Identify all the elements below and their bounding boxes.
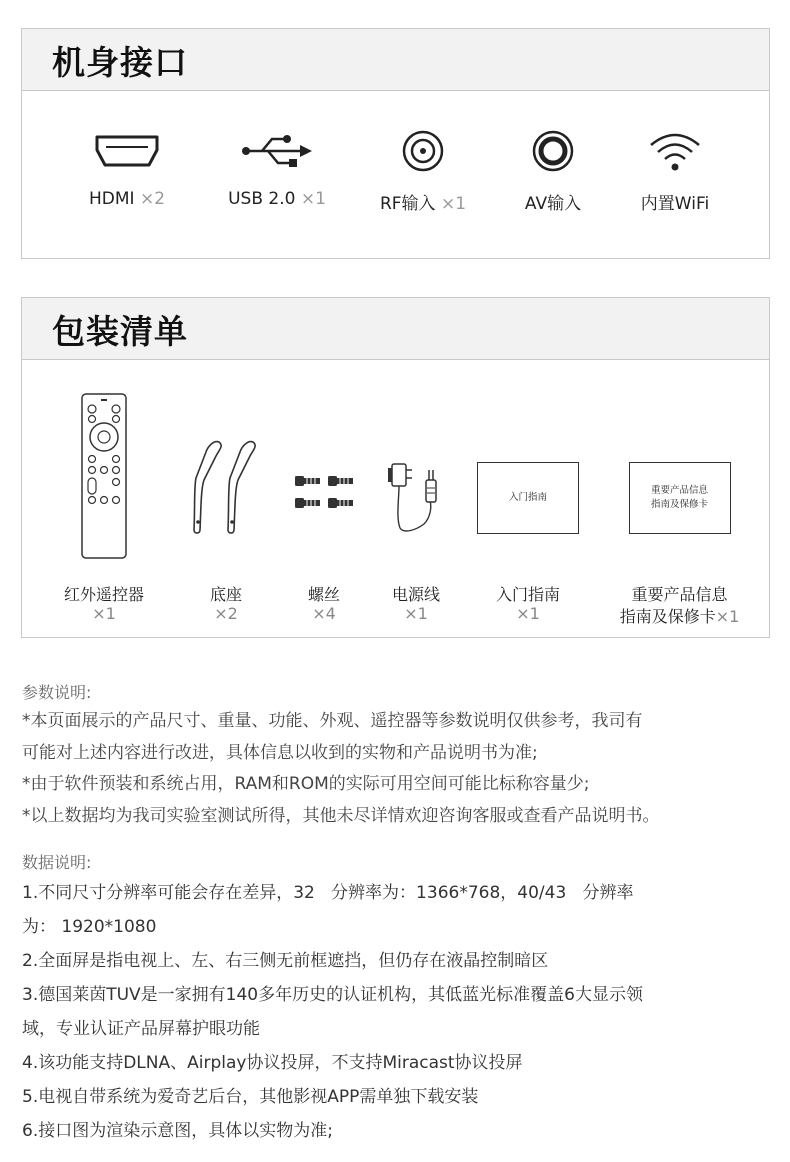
item-stand: [172, 360, 280, 638]
item-qty: ×4: [312, 604, 336, 623]
port-wifi: [600, 91, 750, 259]
ports-section: [21, 28, 770, 259]
stand-icon: [172, 438, 280, 538]
data-notes: [22, 850, 772, 1148]
item-qty: ×1: [92, 604, 116, 623]
data-note-line: 1.不同尺寸分辨率可能会存在差异，32 分辨率为：1366*768，40/43 分辨率: [22, 883, 634, 903]
hdmi-icon: [52, 131, 202, 171]
booklet-line-2: 指南及保修卡: [650, 499, 708, 510]
port-rf: [348, 91, 498, 259]
booklet-icon: [629, 462, 731, 534]
item-name: 电源线: [391, 585, 440, 604]
item-name-line-2: 指南及保修卡: [619, 607, 716, 626]
port-name: 内置WiFi: [640, 194, 710, 214]
data-note-line: 6.接口图为渲染示意图，具体以实物为准;: [22, 1121, 333, 1141]
data-note-line: 4.该功能支持DLNA、Airplay协议投屏，不支持Miracast协议投屏: [22, 1053, 523, 1073]
screw-icon: [280, 472, 368, 514]
data-note-line: 为： 1920*1080: [22, 917, 157, 937]
port-qty: ×2: [139, 189, 166, 209]
data-note-line: 域，专业认证产品屏幕护眼功能: [22, 1019, 260, 1039]
power-cable-icon: [368, 458, 464, 538]
item-screws: [280, 360, 368, 638]
item-name: 重要产品信息: [631, 585, 728, 604]
item-power-cable: [368, 360, 464, 638]
data-notes-heading: 数据说明:: [22, 853, 92, 872]
item-qty: ×1: [404, 604, 428, 623]
data-note-line: 5.电视自带系统为爱奇艺后台，其他影视APP需单独下载安装: [22, 1087, 479, 1107]
param-notes-heading: 参数说明:: [22, 683, 92, 702]
port-qty: ×1: [440, 194, 467, 214]
booklet-icon: [477, 462, 579, 534]
param-note-line: 可能对上述内容进行改进，具体信息以收到的实物和产品说明书为准;: [22, 742, 538, 763]
wifi-icon: [600, 131, 750, 171]
item-qty: ×1: [516, 604, 540, 623]
data-note-line: 3.德国莱茵TUV是一家拥有140多年历史的认证机构，其低蓝光标准覆盖6大显示领: [22, 985, 643, 1005]
package-section: [21, 297, 770, 638]
param-note-line: *本页面展示的产品尺寸、重量、功能、外观、遥控器等参数说明仅供参考，我司有: [22, 711, 643, 731]
param-note-line: *由于软件预装和系统占用，RAM和ROM的实际可用空间可能比标称容量少;: [22, 774, 590, 794]
param-note-line: *以上数据均为我司实验室测试所得，其他未尽详情欢迎咨询客服或查看产品说明书。: [22, 805, 660, 826]
item-intro-guide: [474, 360, 582, 638]
item-name: 底座: [209, 585, 242, 604]
port-name: HDMI: [88, 189, 135, 209]
item-remote: [42, 360, 166, 638]
item-qty: ×1: [715, 607, 740, 626]
param-notes: [22, 680, 772, 832]
item-qty: ×2: [214, 604, 238, 623]
ports-header: [22, 29, 769, 91]
item-name: 入门指南: [495, 585, 560, 604]
port-qty: ×1: [300, 189, 326, 209]
item-name: 红外遥控器: [63, 585, 144, 604]
port-name: AV输入: [524, 194, 582, 214]
port-name: RF输入: [379, 194, 436, 214]
item-name: 螺丝: [307, 585, 340, 604]
ports-title: 机身接口: [52, 43, 188, 82]
port-hdmi: [52, 91, 202, 259]
data-note-line: 2.全面屏是指电视上、左、右三侧无前框遮挡，但仍存在液晶控制暗区: [22, 951, 549, 971]
booklet-line-1: 重要产品信息: [650, 485, 708, 496]
package-title: 包装清单: [52, 312, 188, 351]
booklet-text: 入门指南: [508, 492, 547, 503]
port-usb: [202, 91, 352, 259]
package-header: [22, 298, 769, 360]
usb-icon: [202, 131, 352, 171]
rf-icon: [348, 131, 498, 171]
port-name: USB 2.0: [228, 189, 296, 209]
item-warranty-card: [607, 360, 752, 638]
remote-icon: [42, 392, 166, 562]
